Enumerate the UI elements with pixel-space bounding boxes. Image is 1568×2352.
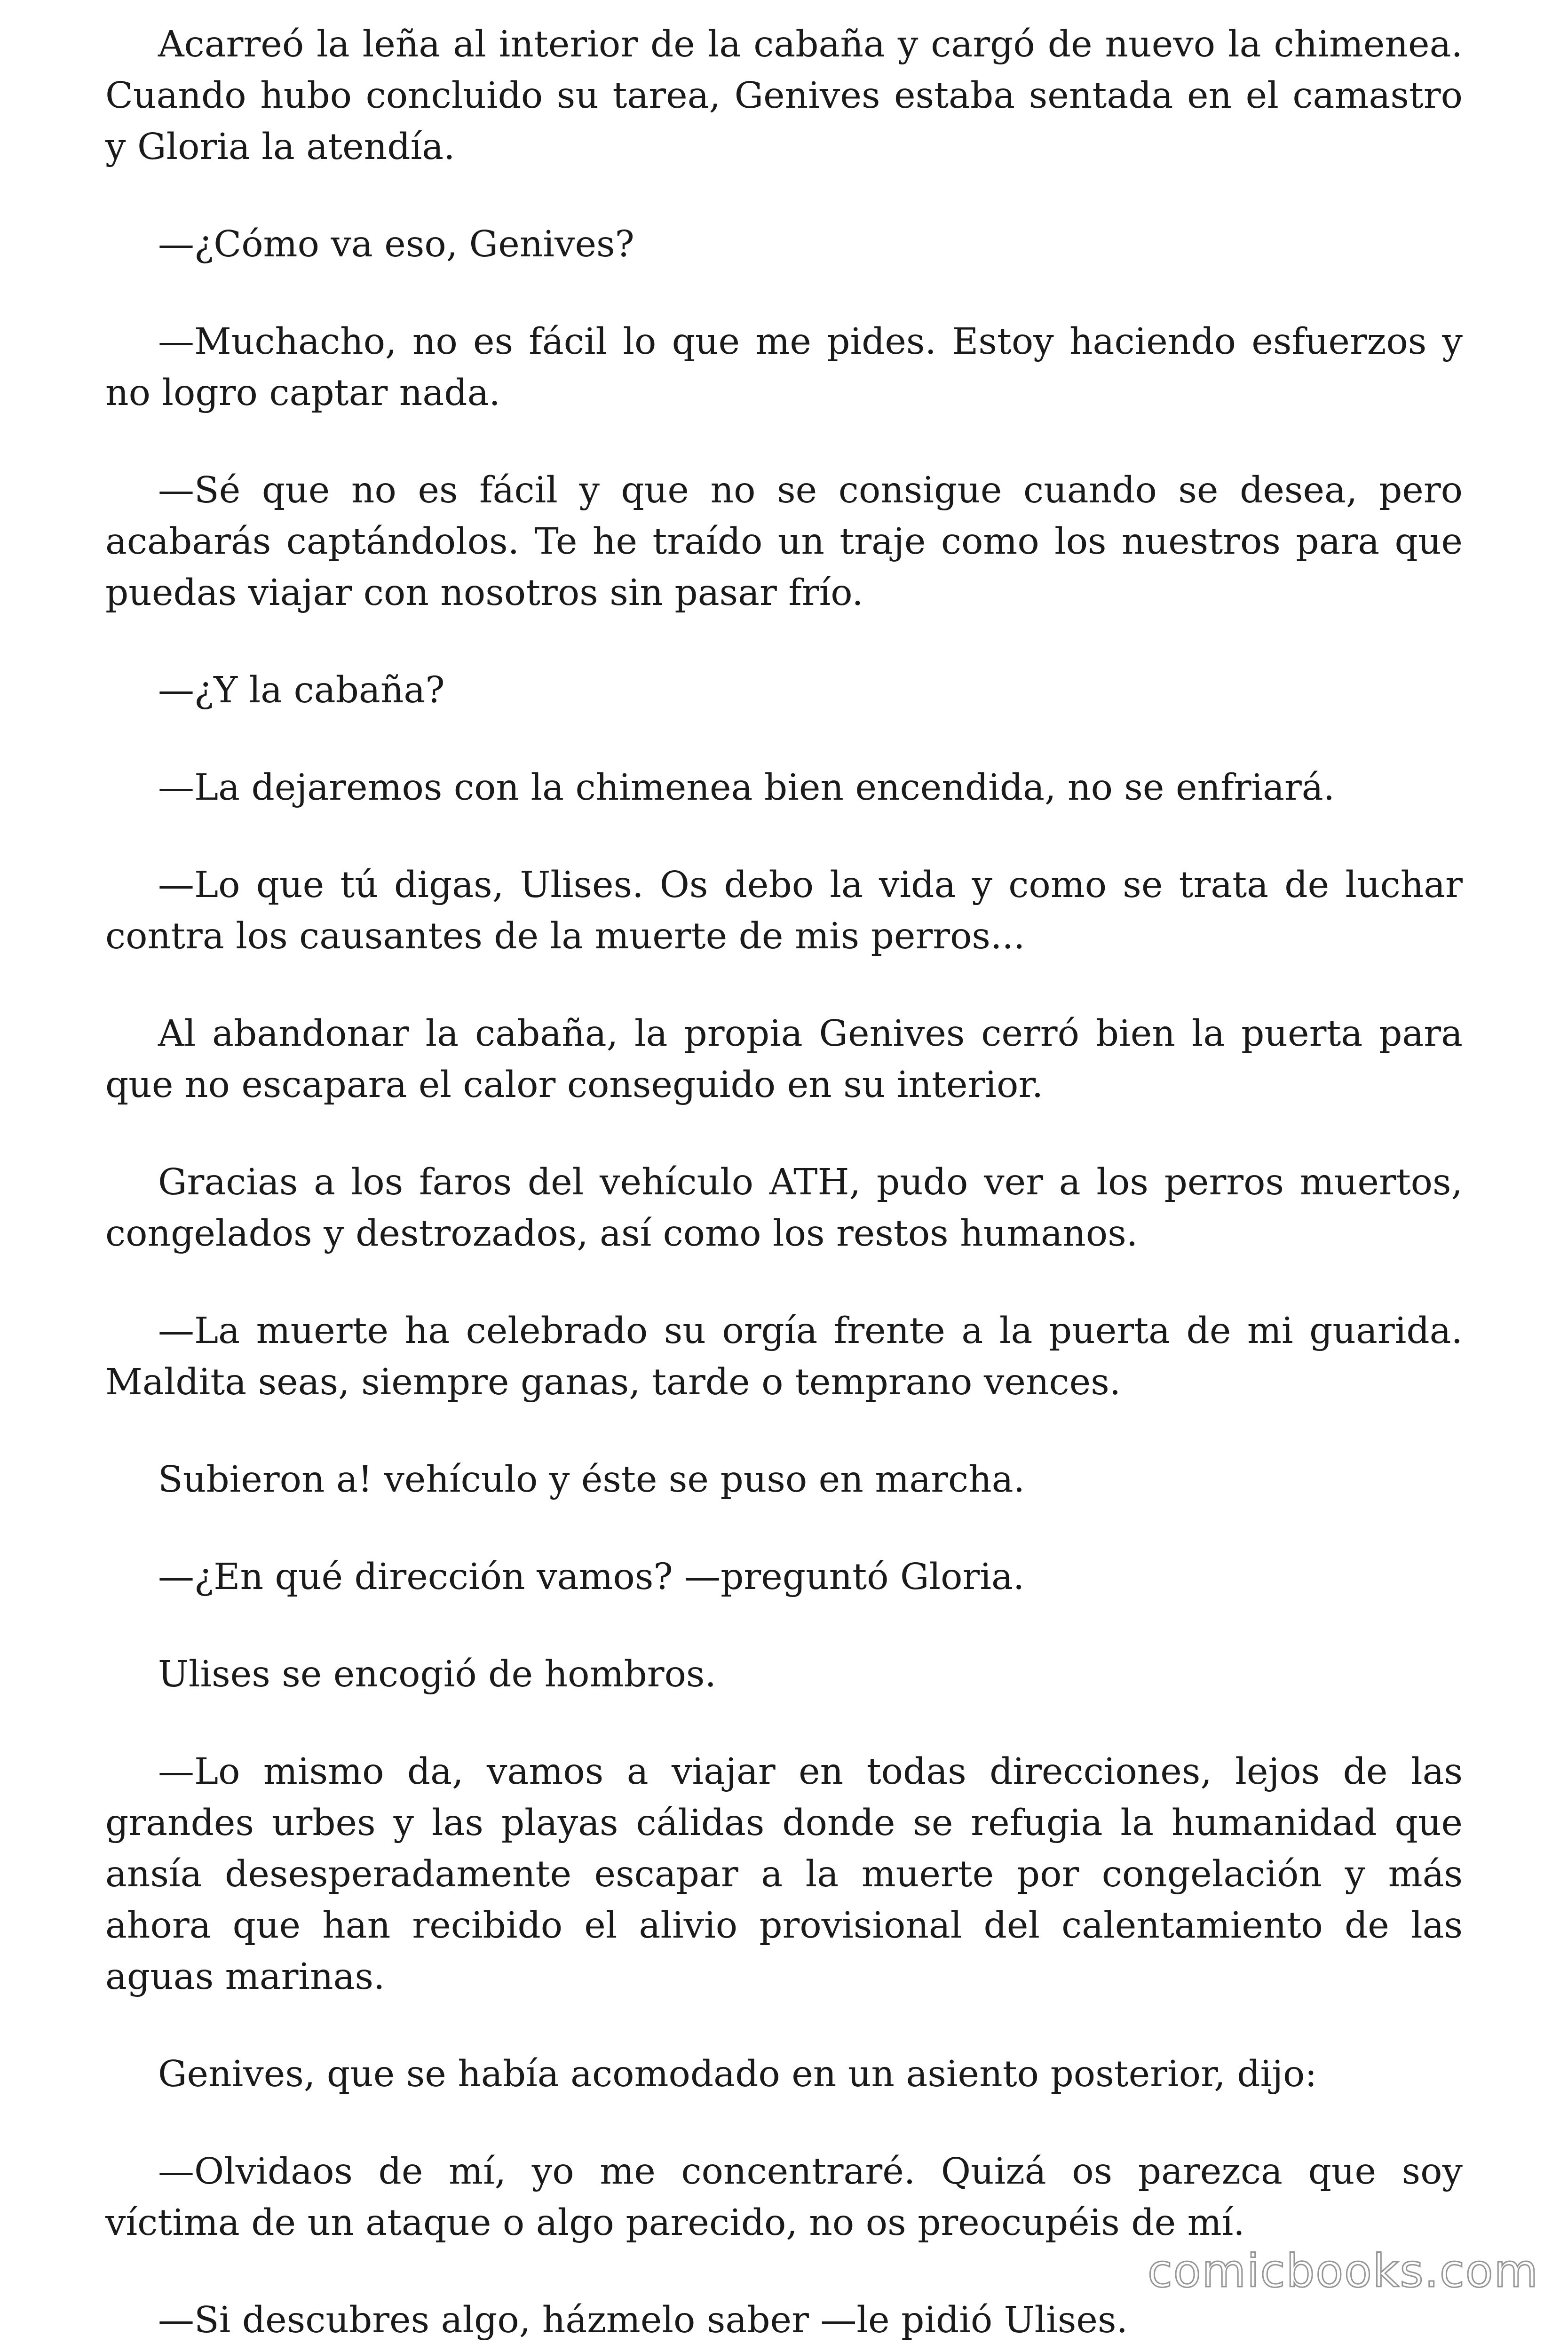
paragraph: —Si descubres algo, házmelo saber —le pidió Ulises.	[158, 2299, 1128, 2341]
paragraph: —Sé que no es fácil y que no se consigue cuando se desea, pero acabarás captándolos. Te he traído un traje como los nuestros para que puedas viajar con nosotros sin pasar frío.	[105, 469, 1463, 614]
paragraph: Subieron a! vehículo y éste se puso en marcha.	[158, 1459, 1025, 1501]
paragraph: Genives, que se había acomodado en un asiento posterior, dijo:	[158, 2053, 1317, 2095]
watermark: comicbooks.com	[1148, 2245, 1539, 2297]
paragraph: Acarreó la leña al interior de la cabaña y cargó de nuevo la chimenea. Cuando hubo concluido su tarea, Genives estaba sentada en el camastro y Gloria la atendía.	[105, 24, 1463, 168]
paragraph: —La muerte ha celebrado su orgía frente a la puerta de mi guarida. Maldita seas, siempre ganas, tarde o temprano vences.	[105, 1310, 1463, 1403]
paragraph: —Olvidaos de mí, yo me concentraré. Quizá os parezca que soy víctima de un ataque o algo parecido, no os preocupéis de mí.	[105, 2151, 1463, 2244]
paragraph: —Lo mismo da, vamos a viajar en todas direcciones, lejos de las grandes urbes y las playas cálidas donde se refugia la humanidad que ansía desesperadamente escapar a la muerte por congelación y más ahora que han recibido el alivio provisional del calentamiento de las aguas marinas.	[105, 1751, 1463, 1998]
paragraph: —¿Y la cabaña?	[158, 669, 445, 711]
paragraph: —Muchacho, no es fácil lo que me pides. Estoy haciendo esfuerzos y no logro captar nada.	[105, 321, 1463, 414]
paragraph: Al abandonar la cabaña, la propia Genives cerró bien la puerta para que no escapara el calor conseguido en su interior.	[105, 1013, 1463, 1106]
paragraph: —La dejaremos con la chimenea bien encendida, no se enfriará.	[158, 767, 1335, 809]
paragraph: —Lo que tú digas, Ulises. Os debo la vida y como se trata de luchar contra los causantes de la muerte de mis perros...	[105, 864, 1463, 957]
paragraph: Ulises se encogió de hombros.	[158, 1653, 716, 1695]
paragraph: —¿Cómo va eso, Genives?	[158, 223, 634, 265]
paragraph: Gracias a los faros del vehículo ATH, pudo ver a los perros muertos, congelados y destrozados, así como los restos humanos.	[105, 1161, 1463, 1255]
paragraph: —¿En qué dirección vamos? —preguntó Gloria.	[158, 1556, 1025, 1598]
page-body	[105, 19, 1463, 2346]
